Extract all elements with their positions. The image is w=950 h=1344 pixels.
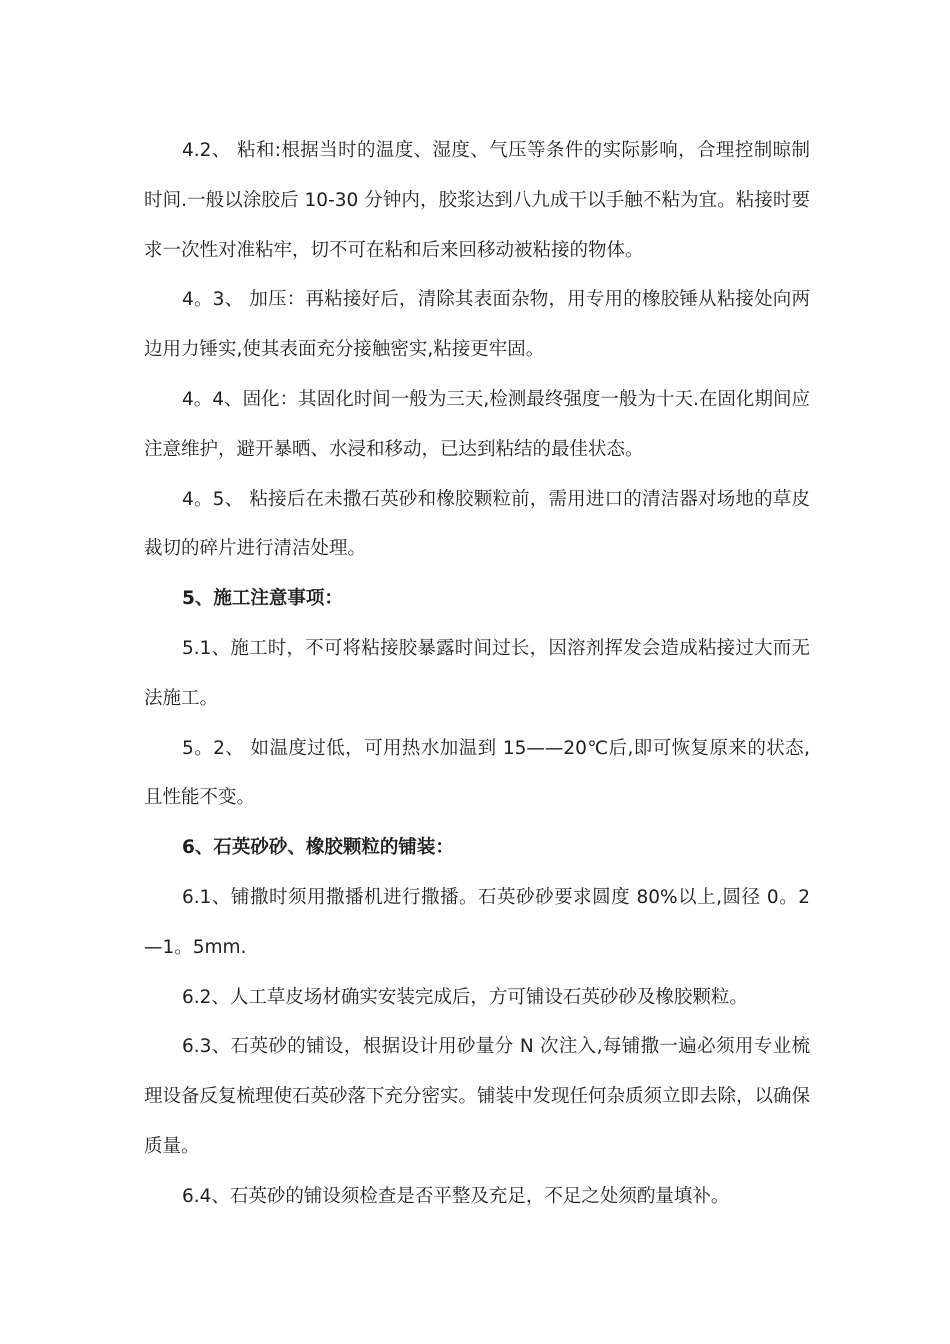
paragraph-4-3: 4。3、 加压：再粘接好后，清除其表面杂物，用专用的橡胶锤从粘接处向两边用力锤实,使其表面充分接触密实,粘接更牢固。 bbox=[144, 289, 810, 361]
paragraph-6-2: 6.2、人工草皮场材确实安装完成后，方可铺设石英砂砂及橡胶颗粒。 bbox=[182, 986, 748, 1008]
section-heading-5: 5、施工注意事项： bbox=[182, 588, 343, 610]
paragraph-4-5: 4。5、 粘接后在未撒石英砂和橡胶颗粒前，需用进口的清洁器对场地的草皮裁切的碎片进行清洁处理。 bbox=[144, 488, 810, 560]
paragraph-6-3: 6.3、石英砂的铺设，根据设计用砂量分 N 次注入,每铺撒一遍必须用专业梳理设备反复梳理使石英砂落下充分密实。铺装中发现任何杂质须立即去除，以确保质量。 bbox=[144, 1036, 811, 1157]
paragraph-4-2: 4.2、 粘和:根据当时的温度、湿度、气压等条件的实际影响，合理控制晾制时间.一般以涂胶后 10-30 分钟内，胶浆达到八九成干以手触不粘为宜。粘接时要求一次性对准粘牢，切不可在粘和后来回移动被粘接的物体。 bbox=[144, 140, 810, 261]
paragraph-6-1: 6.1、铺撒时须用撒播机进行撒播。石英砂砂要求圆度 80%以上,圆径 0。2—1。5mm. bbox=[144, 886, 810, 958]
paragraph-5-1: 5.1、施工时，不可将粘接胶暴露时间过长，因溶剂挥发会造成粘接过大而无法施工。 bbox=[144, 637, 810, 709]
section-heading-6: 6、石英砂砂、橡胶颗粒的铺装： bbox=[182, 837, 454, 859]
paragraph-4-4: 4。4、固化：其固化时间一般为三天,检测最终强度一般为十天.在固化期间应注意维护，避开暴晒、水浸和移动，已达到粘结的最佳状态。 bbox=[144, 388, 810, 460]
paragraph-5-2: 5。2、 如温度过低，可用热水加温到 15——20℃后,即可恢复原来的状态,且性能不变。 bbox=[144, 737, 810, 809]
paragraph-6-4: 6.4、石英砂的铺设须检查是否平整及充足，不足之处须酌量填补。 bbox=[182, 1185, 730, 1207]
document-body bbox=[144, 126, 810, 1222]
